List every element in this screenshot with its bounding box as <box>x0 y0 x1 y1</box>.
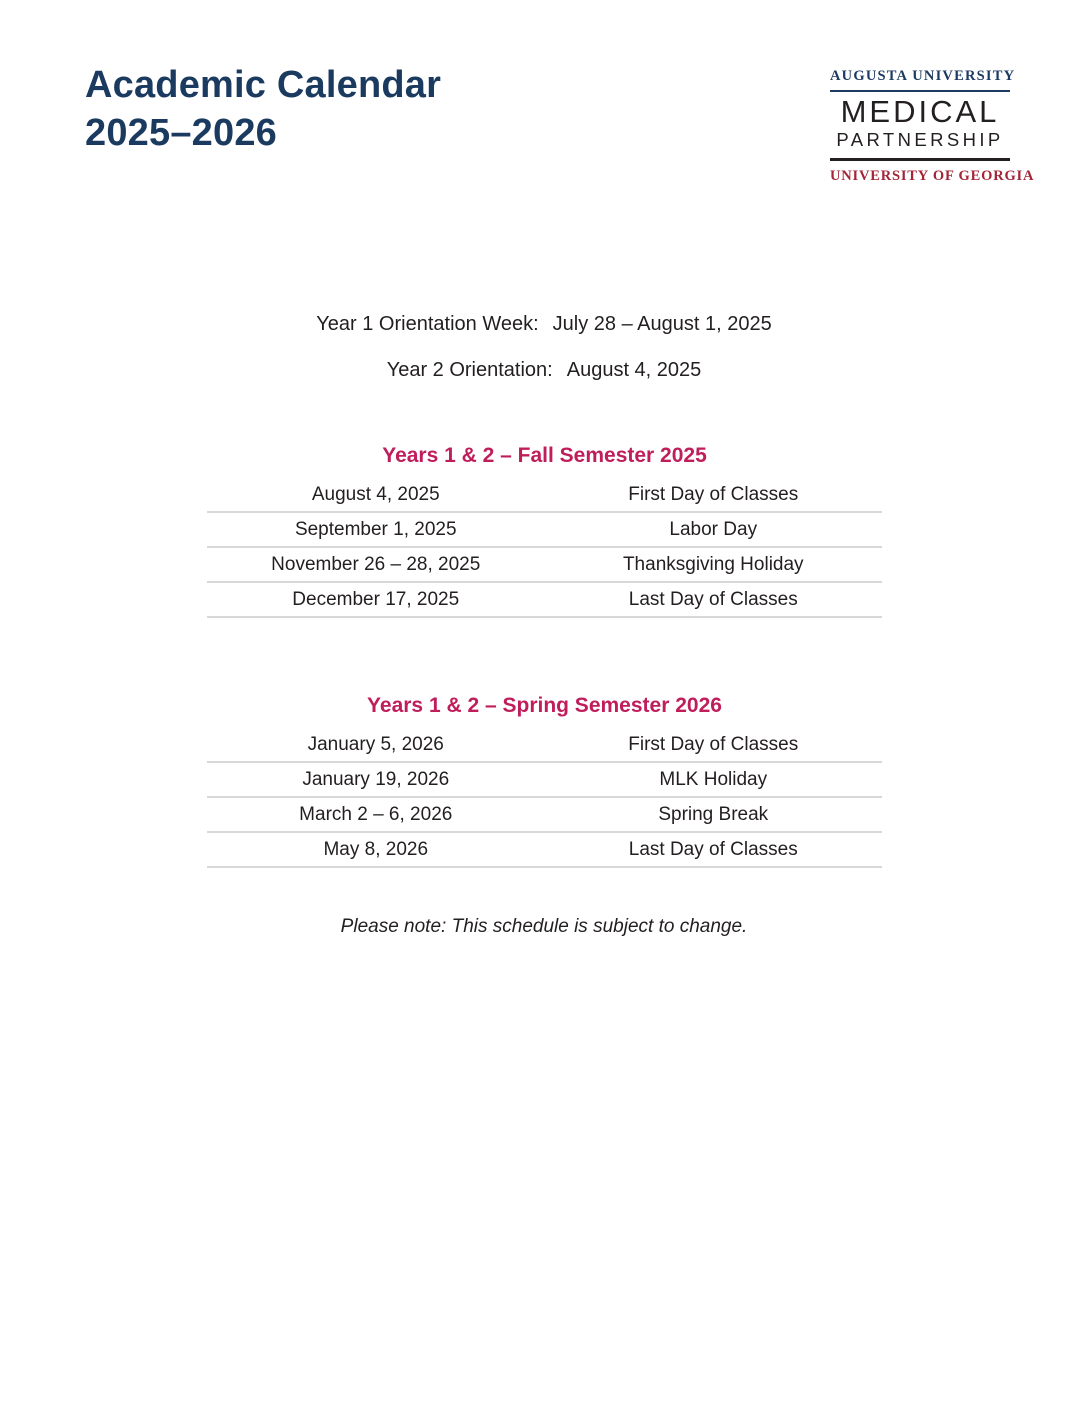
logo-medical-text: MEDICAL <box>840 94 1000 129</box>
table-row <box>207 478 882 513</box>
logo-partnership-text: PARTNERSHIP <box>836 129 1004 150</box>
fall-semester-table <box>207 478 882 618</box>
event-cell: First Day of Classes <box>628 483 799 505</box>
event-cell: Thanksgiving Holiday <box>622 553 804 575</box>
logo-divider-top <box>830 90 1010 92</box>
page-title <box>85 62 441 157</box>
date-cell: May 8, 2026 <box>323 838 429 860</box>
event-cell: Last Day of Classes <box>628 588 798 610</box>
date-cell: September 1, 2025 <box>294 518 457 540</box>
spring-semester-section <box>207 694 882 868</box>
table-row <box>207 833 882 868</box>
orientation-year2-row <box>0 359 1088 381</box>
logo-divider-bottom <box>830 158 1010 161</box>
logo-augusta-university-text: AUGUSTA UNIVERSITY <box>830 68 1016 84</box>
page-title-line1: Academic Calendar <box>85 64 442 106</box>
table-row <box>207 548 882 583</box>
schedule-change-note: Please note: This schedule is subject to change. <box>340 916 748 937</box>
spring-semester-table <box>207 728 882 868</box>
logo-university-of-georgia-text: UNIVERSITY OF GEORGIA <box>830 167 1035 184</box>
date-cell: January 5, 2026 <box>307 733 444 755</box>
table-row <box>207 728 882 763</box>
date-cell: November 26 – 28, 2025 <box>271 553 481 575</box>
table-row <box>207 583 882 618</box>
date-cell: August 4, 2025 <box>311 483 440 505</box>
medical-partnership-logo <box>830 68 1035 185</box>
fall-semester-heading: Years 1 & 2 – Fall Semester 2025 <box>382 444 707 467</box>
table-row <box>207 763 882 798</box>
date-cell: December 17, 2025 <box>292 588 460 610</box>
orientation-year1-dates: July 28 – August 1, 2025 <box>552 313 772 335</box>
event-cell: Spring Break <box>658 803 769 825</box>
orientation-year2-label: Year 2 Orientation: <box>386 359 553 381</box>
orientation-block <box>0 313 1088 405</box>
orientation-year2-dates: August 4, 2025 <box>566 359 702 381</box>
event-cell: First Day of Classes <box>628 733 799 755</box>
event-cell: MLK Holiday <box>659 768 768 790</box>
spring-semester-heading: Years 1 & 2 – Spring Semester 2026 <box>367 694 722 717</box>
table-row <box>207 513 882 548</box>
page-title-line2: 2025–2026 <box>85 111 278 154</box>
orientation-year1-row <box>0 313 1088 335</box>
date-cell: January 19, 2026 <box>302 768 450 790</box>
event-cell: Last Day of Classes <box>628 838 798 860</box>
event-cell: Labor Day <box>669 518 758 540</box>
date-cell: March 2 – 6, 2026 <box>299 803 453 825</box>
table-row <box>207 798 882 833</box>
orientation-year1-label: Year 1 Orientation Week: <box>316 313 539 335</box>
fall-semester-section <box>207 444 882 618</box>
